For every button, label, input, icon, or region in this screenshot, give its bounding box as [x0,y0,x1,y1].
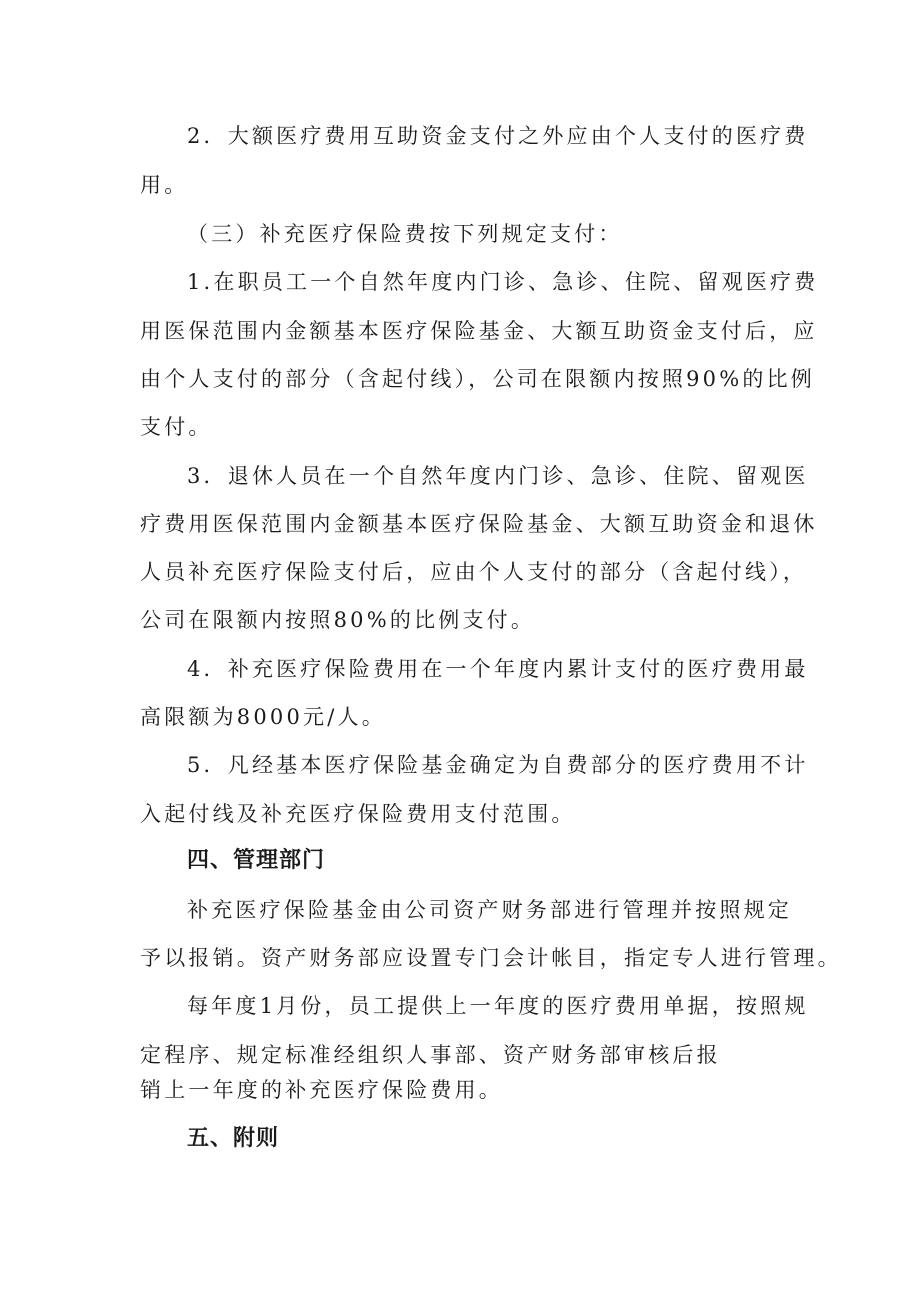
item-3-line-1: 3．退休人员在一个自然年度内门诊、急诊、住院、留观医 [187,464,809,488]
heading-management-department: 四、管理部门 [187,848,326,873]
management-para-1-line-1: 补充医疗保险基金由公司资产财务部进行管理并按照规定 [187,898,792,922]
item-1-line-2: 用医保范围内金额基本医疗保险基金、大额互助资金支付后，应 [140,319,818,343]
item-3-line-2: 疗费用医保范围内金额基本医疗保险基金、大额互助资金和退休 [140,512,818,536]
management-para-2-line-1: 每年度1月份，员工提供上一年度的医疗费用单据，按照规 [187,994,809,1018]
heading-supplementary-provisions: 五、附则 [187,1126,280,1151]
item-5-line-1: 5．凡经基本医疗保险基金确定为自费部分的医疗费用不计 [187,753,809,777]
item-2-line-1: 2．大额医疗费用互助资金支付之外应由个人支付的医疗费 [187,124,809,148]
item-4-line-2: 高限额为8000元/人。 [140,705,386,729]
item-5-line-2: 入起付线及补充医疗保险费用支付范围。 [140,802,576,826]
management-para-2-line-2: 定程序、规定标准经组织人事部、资产财务部审核后报 [140,1043,721,1067]
section-3-title: （三）补充医疗保险费按下列规定支付： [187,222,623,246]
item-2-line-2: 用。 [140,173,189,197]
item-1-line-3: 由个人支付的部分（含起付线），公司在限额内按照90%的比例 [140,367,815,391]
item-1-line-1: 1.在职员工一个自然年度内门诊、急诊、住院、留观医疗费 [187,270,819,294]
item-3-line-4: 公司在限额内按照80%的比例支付。 [140,608,536,632]
item-1-line-4: 支付。 [140,415,213,439]
management-para-2-line-3: 销上一年度的补充医疗保险费用。 [140,1078,503,1102]
item-3-line-3: 人员补充医疗保险支付后，应由个人支付的部分（含起付线）， [140,560,808,584]
management-para-1-line-2: 予以报销。资产财务部应设置专门会计帐目，指定专人进行管理。 [140,946,842,970]
item-4-line-1: 4．补充医疗保险费用在一个年度内累计支付的医疗费用最 [187,657,809,681]
